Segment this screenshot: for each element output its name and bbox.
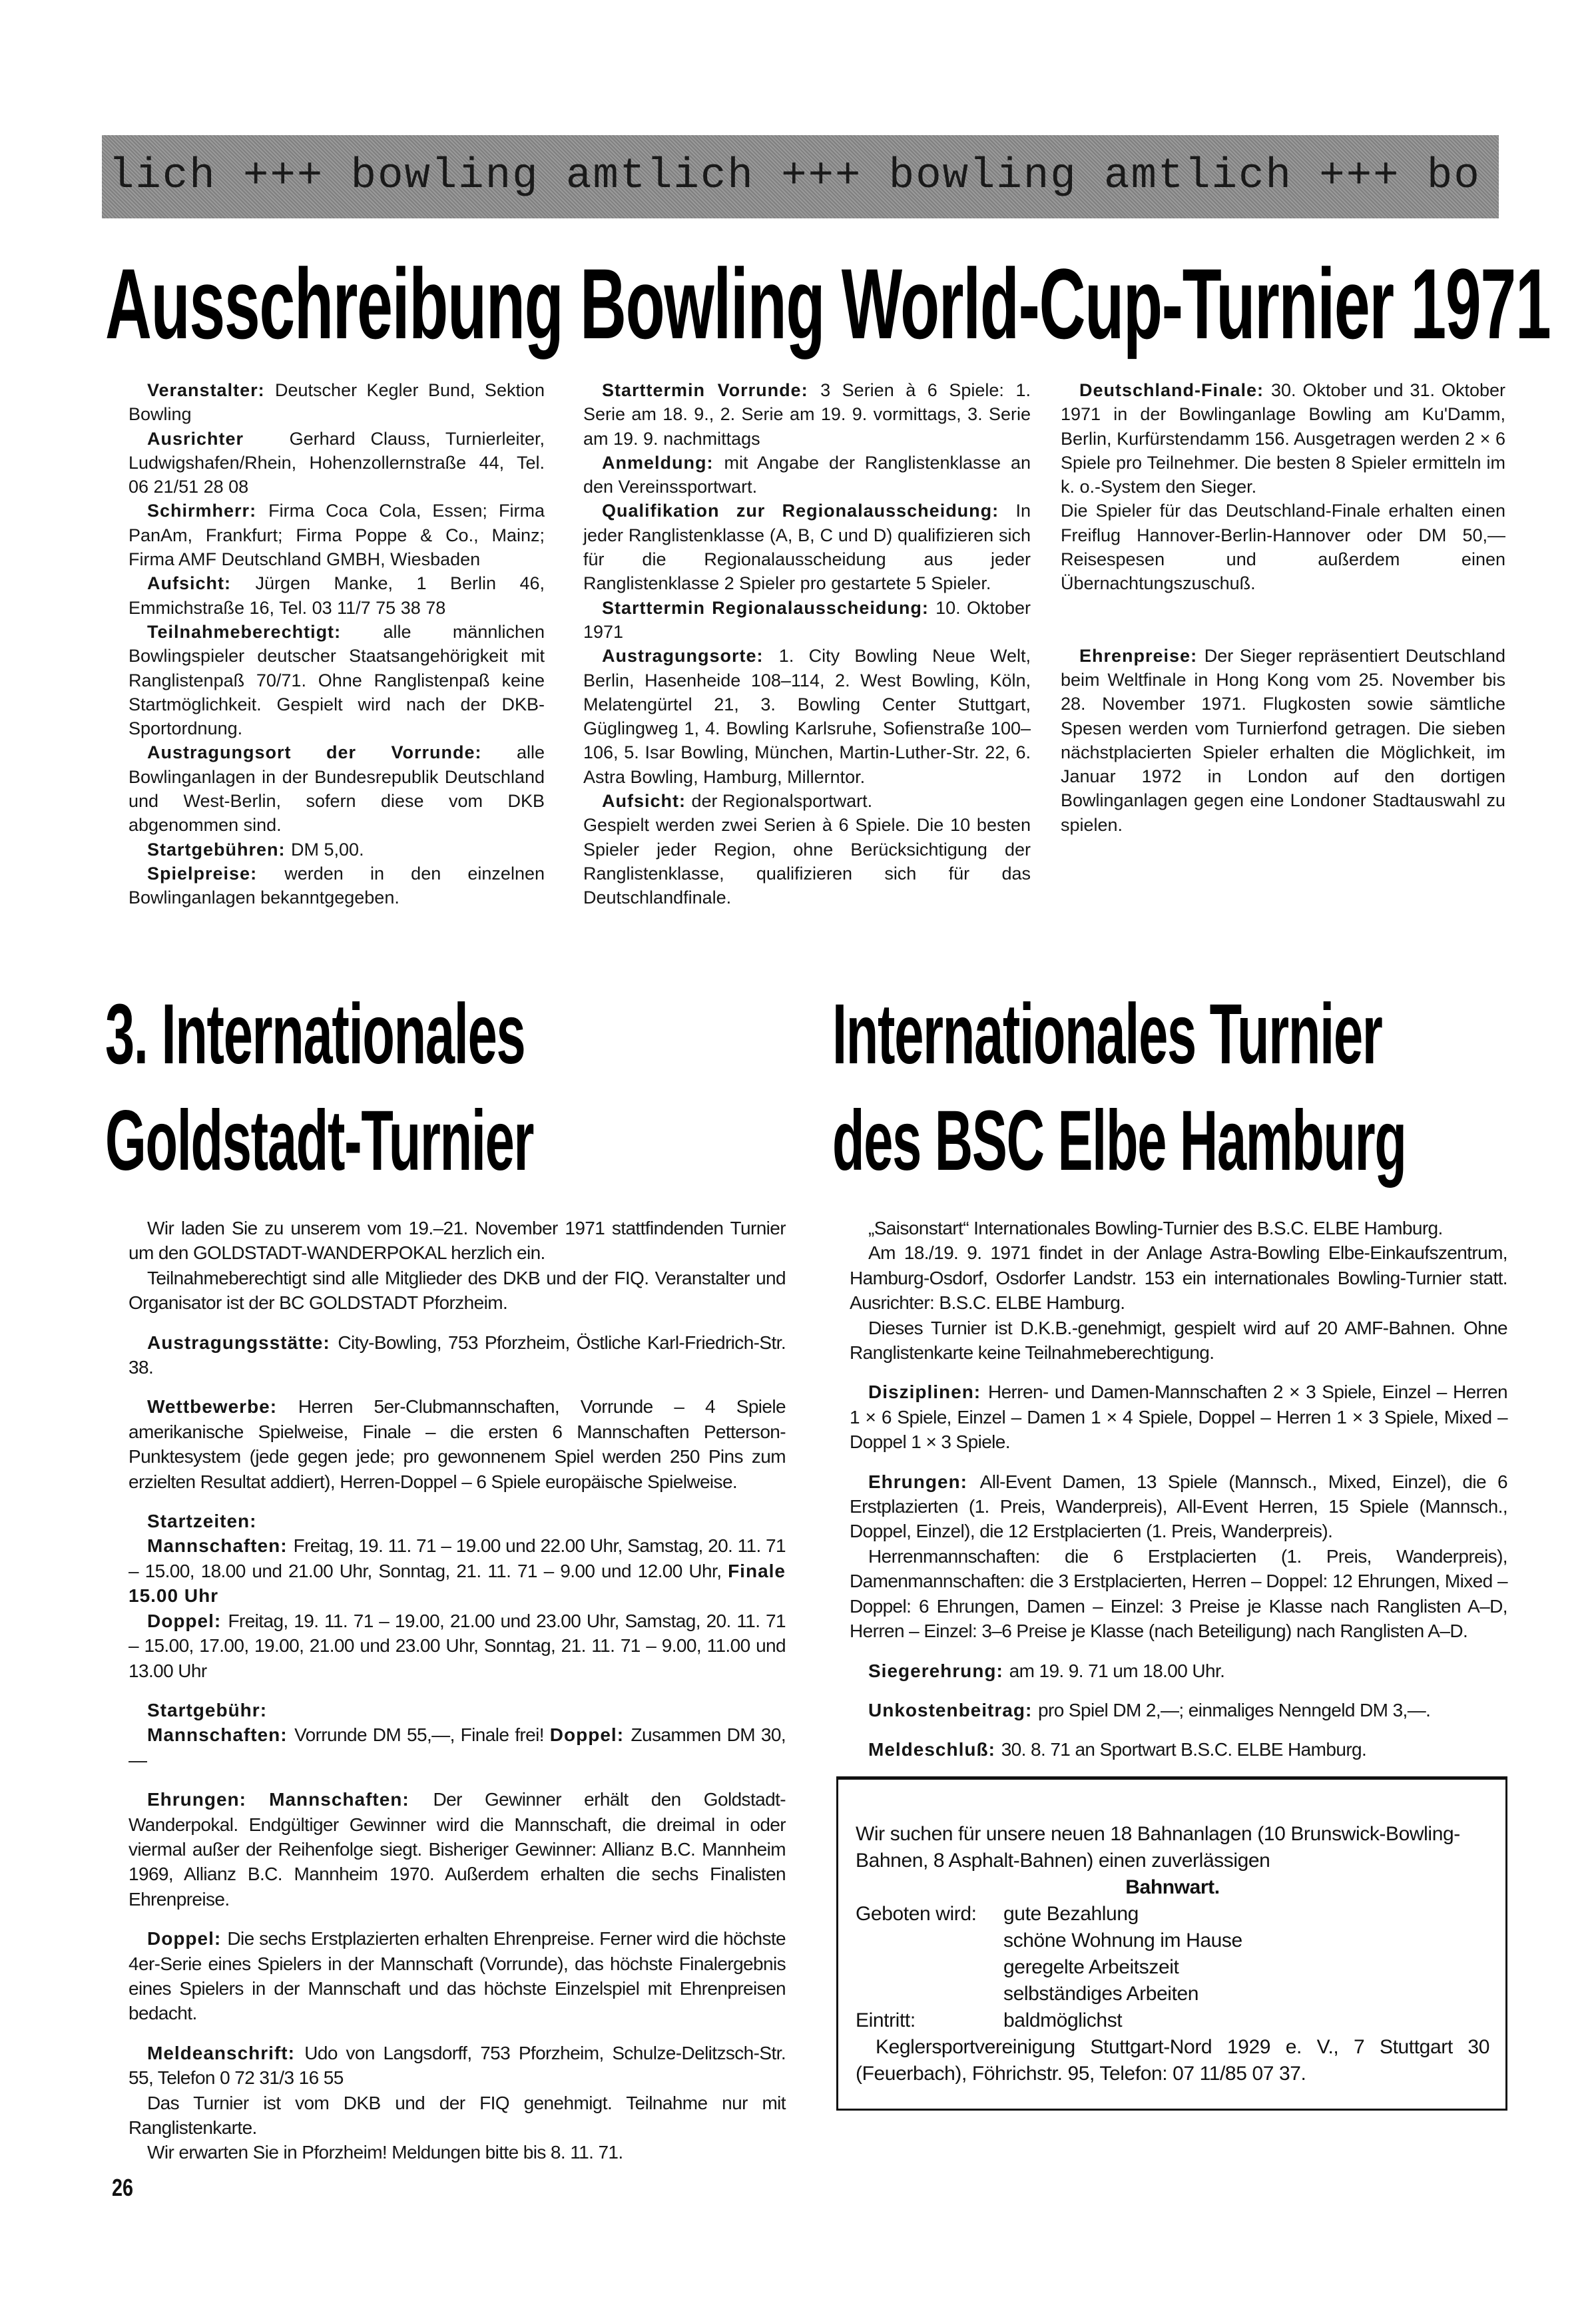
goldstadt-eligibility: Teilnahmeberechtigt sind alle Mitglieder des DKB und der FIQ. Veranstalter und Organisator ist der BC GOLDSTADT Pforzheim. xyxy=(129,1267,786,1314)
elbe-article xyxy=(850,1216,1507,1762)
item-text: alle Bowlinganlagen in der Bundesrepublik Deutschland und West-Berlin, sofern diese vom DKB abgenommen sind. xyxy=(129,742,545,836)
elbe-title-line-2: des BSC Elbe Hamburg xyxy=(832,1093,1406,1188)
item-label: Austragungsort der Vorrunde xyxy=(147,742,475,763)
worldcup-item: Austragungsorte: 1. City Bowling Neue Welt, Berlin, Hasenheide 108–114, 2. West Bowling, Köln, Melatengürtel 21, 3. Bowling Center Stuttgart, Güglingweg 1, 4. Bowling Karlsruhe, Sofienstraße 100–106, 5. Isar Bowling, München, Martin-Luther-Str. 22, 6. Astra Bowling, Hamburg, Millerntor. xyxy=(583,646,1031,787)
item-label: Aufsicht xyxy=(602,791,679,812)
worldcup-column-1 xyxy=(129,378,545,910)
item-label: Ehrenpreise xyxy=(1079,645,1191,666)
competitions-text: Herren 5er-Clubmannschaften, Vorrunde – 4 Spiele amerikanische Spielweise, Finale – die ersten 6 Mannschaften Petterson-Punktesystem (jede gegen jede; pro gewonnenem Spiel werden 250 Pins zum erzielten Resultat addiert), Herren-Doppel – 6 Spiele europäische Spielweise. xyxy=(129,1396,786,1492)
elbe-honors-2: Herrenmannschaften: die 6 Erstplacierten (1. Preis, Wanderpreis), Damenmannschaften: die 3 Erstplacierten, Herren – Doppel: 12 Ehrungen, Mixed – Doppel: 6 Ehrungen, Damen – Einzel: 3 Preise je Klasse nach Ranglisten A–D, Herren – Einzel: 3–6 Preise je Klasse (nach Beteiligung) nach Ranglisten A–D. xyxy=(850,1545,1507,1642)
bowling-amtlich-banner xyxy=(102,135,1499,218)
worldcup-item: Ehrenpreise: Der Sieger repräsentiert Deutschland beim Weltfinale in Hong Kong vom 25. November bis 28. November 1971. Flugkosten sowie sämtliche Spesen werden vom Turnierfond getragen. Die sieben nächstplacierten Spieler erhalten die Möglichkeit, im Januar 1972 in London auf den dortigen Bowlinganlagen gegen eine Londoner Stadtauswahl zu spielen. xyxy=(1061,645,1505,835)
item-label: Qualifikation zur Regionalausscheidung xyxy=(602,501,993,521)
fee-label: Startgebühr xyxy=(147,1699,260,1720)
honors-doubles-text: Die sechs Erstplazierten erhalten Ehrenpreise. Ferner wird die höchste 4er-Serie eines Spielers in der Mannschaft (Vorrunde), das höchste Finalergebnis eines Spielers in der Mannschaft und das höchste Einzelspiel mit Ehrenpreisen bedacht. xyxy=(129,1928,786,2024)
fee-doubles-text: Zusammen DM 30,— xyxy=(129,1724,786,1770)
elbe-ceremony: Siegerehrung: am 19. 9. 71 um 18.00 Uhr. xyxy=(868,1660,1225,1681)
deadline-text: 30. 8. 71 an Sportwart B.S.C. ELBE Hamburg. xyxy=(1001,1739,1367,1760)
goldstadt-competitions xyxy=(129,1394,786,1494)
goldstadt-venue: Austragungsstätte: City-Bowling, 753 Pforzheim, Östliche Karl-Friedrich-Str. 38. xyxy=(129,1332,786,1378)
item-text: Gerhard Clauss, Turnierleiter, Ludwigshafen/Rhein, Hohenzollernstraße 44, Tel. 06 21/51 28 08 xyxy=(129,428,545,497)
start-label: Eintritt: xyxy=(856,2009,916,2031)
worldcup-item: Aufsicht: Jürgen Manke, 1 Berlin 46, Emmichstraße 16, Tel. 03 11/7 75 38 78 xyxy=(129,573,545,618)
item-label: Starttermin Vorrunde xyxy=(602,380,802,400)
item-text: Gespielt werden zwei Serien à 6 Spiele. Die 10 besten Spieler jeder Region, ohne Berücksichtigung der Ranglistenklasse, qualifizieren sich für das Deutschlandfinale. xyxy=(583,815,1031,908)
goldstadt-intro: Wir laden Sie zu unserem vom 19.–21. November 1971 stattfindenden Turnier um den GOLDSTADT-WANDERPOKAL herzlich ein. xyxy=(129,1218,786,1264)
job-ad-position: Bahnwart. xyxy=(1125,1876,1220,1898)
worldcup-item: Starttermin Regionalausscheidung: 10. Oktober 1971 xyxy=(583,597,1031,642)
goldstadt-starttimes-heading: Startzeiten: xyxy=(147,1511,257,1532)
job-ad-contact: Keglersportvereinigung Stuttgart-Nord 1929 e. V., 7 Stuttgart 30 (Feuerbach), Föhrichstr. 95, Telefon: 07 11/85 07 37. xyxy=(856,2036,1489,2085)
fee-teams-text: Vorrunde DM 55,—, Finale frei! xyxy=(294,1724,544,1746)
goldstadt-closing: Wir erwarten Sie in Pforzheim! Meldungen bitte bis 8. 11. 71. xyxy=(147,2142,623,2163)
item-text: In jeder Ranglistenklasse (A, B, C und D) qualifizieren sich für die Regionalausscheidung aus jeder Ranglistenklasse 2 Spieler pro gestartete 5 Spieler. xyxy=(583,501,1031,594)
teams-label: Mannschaften xyxy=(147,1535,281,1557)
goldstadt-fee: Mannschaften: Vorrunde DM 55,—, Finale frei! Doppel: Zusammen DM 30,— xyxy=(129,1724,786,1770)
cost-text: pro Spiel DM 2,—; einmaliges Nenngeld DM 3,—. xyxy=(1038,1699,1431,1720)
job-ad-box xyxy=(836,1776,1507,2111)
elbe-title-line-1: Internationales Turnier xyxy=(832,987,1382,1082)
banner-text: lich +++ bowling amtlich +++ bowling amtlich +++ bo xyxy=(109,152,1481,200)
elbe-deadline: Meldeschluß: 30. 8. 71 an Sportwart B.S.C. ELBE Hamburg. xyxy=(868,1739,1367,1760)
honors-doubles-label: Doppel xyxy=(147,1928,214,1949)
item-label: Aufsicht xyxy=(147,573,224,594)
item-label: Schirmherr xyxy=(147,501,250,521)
offered-item: selbständiges Arbeiten xyxy=(1003,1983,1199,2005)
offered-item: gute Bezahlung xyxy=(1003,1903,1139,1925)
teams-times-text: Freitag, 19. 11. 71 – 19.00 und 22.00 Uhr, Samstag, 20. 11. 71 – 15.00, 18.00 und 21.00 Uhr, Sonntag, 21. 11. 71 – 9.00 und 12.00 Uhr, xyxy=(129,1535,786,1581)
job-ad-offered-row xyxy=(856,1901,1489,1928)
doubles-times-text: Freitag, 19. 11. 71 – 19.00, 21.00 und 23.00 Uhr, Samstag, 20. 11. 71 – 15.00, 17.00, 19.00, 21.00 und 23.00 Uhr, Sonntag, 21. 11. 71 – 9.00, 11.00 und 13.00 Uhr xyxy=(129,1610,786,1681)
competitions-label: Wettbewerbe: xyxy=(147,1396,278,1417)
goldstadt-title-line-1: 3. Internationales xyxy=(105,987,525,1082)
job-ad-intro: Wir suchen für unsere neuen 18 Bahnanlagen (10 Brunswick-Bowling-Bahnen, 8 Asphalt-Bahnen) einen zuverlässigen xyxy=(856,1823,1460,1872)
item-text: Deutscher Kegler Bund, Sektion Bowling xyxy=(129,380,545,425)
item-label: Anmeldung xyxy=(602,452,707,473)
job-ad-start-row xyxy=(856,2007,1489,2034)
address-label: Meldeanschrift xyxy=(147,2042,288,2063)
item-text: Jürgen Manke, 1 Berlin 46, Emmichstraße 16, Tel. 03 11/7 75 38 78 xyxy=(129,573,545,618)
item-text: Die Spieler für das Deutschland-Finale erhalten einen Freiflug Hannover-Berlin-Hannover oder DM 50,— Reisespesen und außerdem einen Übernachtungszuschuß. xyxy=(1061,501,1505,594)
goldstadt-address: Meldeanschrift: Udo von Langsdorff, 753 Pforzheim, Schulze-Delitzsch-Str. 55, Telefon 0 72 31/3 16 55 xyxy=(129,2042,786,2089)
elbe-disciplines: Disziplinen: Herren- und Damen-Mannschaften 2 × 3 Spiele, Einzel – Herren 1 × 6 Spiele, Einzel – Damen 1 × 4 Spiele, Doppel – Herren 1 × 3 Spiele, Mixed – Doppel 1 × 3 Spiele. xyxy=(850,1382,1507,1453)
disciplines-text: Herren- und Damen-Mannschaften 2 × 3 Spiele, Einzel – Herren 1 × 6 Spiele, Einzel – Damen 1 × 4 Spiele, Doppel – Herren 1 × 3 Spiele, Mixed – Doppel 1 × 3 Spiele. xyxy=(850,1382,1507,1453)
worldcup-item: Spielpreise: werden in den einzelnen Bowlinganlagen bekanntgegeben. xyxy=(129,863,545,908)
item-text: Der Sieger repräsentiert Deutschland beim Weltfinale in Hong Kong vom 25. November bis 28. November 1971. Flugkosten sowie sämtliche Spesen werden vom Turnierfond getragen. Die sieben nächstplacierten Spieler erhalten die Möglichkeit, im Januar 1972 in London auf den dortigen Bowlinganlagen gegen eine Londoner Stadtauswahl zu spielen. xyxy=(1061,645,1505,835)
elbe-cost: Unkostenbeitrag: pro Spiel DM 2,—; einmaliges Nenngeld DM 3,—. xyxy=(868,1699,1431,1720)
item-text: der Regionalsportwart. xyxy=(691,791,873,812)
worldcup-item xyxy=(583,813,1031,909)
item-text: alle männlichen Bowlingspieler deutscher Staatsangehörigkeit mit Ranglistenpaß 70/71. Ohne Ranglistenpaß keine Startmöglichkeit. Gespielt wird nach der DKB-Sportordnung. xyxy=(129,621,545,739)
item-text: 3 Serien à 6 Spiele: 1. Serie am 18. 9., 2. Serie am 19. 9. vormittags, 3. Serie am 19. 9. nachmittags xyxy=(583,380,1031,449)
item-text: 10. Oktober 1971 xyxy=(583,597,1031,642)
item-text: DM 5,00. xyxy=(291,839,364,860)
ceremony-text: am 19. 9. 71 um 18.00 Uhr. xyxy=(1009,1660,1225,1681)
item-text: 30. Oktober und 31. Oktober 1971 in der Bowlinganlage Bowling am Ku'Damm, Berlin, Kurfürstendamm 156. Ausgetragen werden 2 × 6 Spiele pro Teilnehmer. Die besten 8 Spieler ermitteln im k. o.-System den Sieger. xyxy=(1061,380,1505,497)
worldcup-item xyxy=(129,427,545,499)
goldstadt-approval: Das Turnier ist vom DKB und der FIQ genehmigt. Teilnahme nur mit Ranglistenkarte. xyxy=(129,2092,786,2138)
cost-label: Unkostenbeitrag xyxy=(868,1699,1025,1720)
worldcup-item: Veranstalter: Deutscher Kegler Bund, Sektion Bowling xyxy=(129,380,545,425)
elbe-honors: Ehrungen: All-Event Damen, 13 Spiele (Mannsch., Mixed, Einzel), die 6 Erstplazierten (1. Preis, Wanderpreis), All-Event Herren, 15 Spiele (Mannsch., Doppel, Einzel), die 12 Erstplacierten (1. Preis, Wanderpreis). xyxy=(850,1471,1507,1542)
honors-teams-text: Der Gewinner erhält den Goldstadt-Wanderpokal. Endgültiger Gewinner wird die Mannschaft, die dreimal in oder viermal außer der Reihenfolge siegt. Bisheriger Gewinner: Allianz B.C. Mannheim 1969, Allianz B.C. Mannheim 1970. Außerdem erhalten die sechs Finalisten Ehrenpreise. xyxy=(129,1789,786,1910)
worldcup-item: Schirmherr: Firma Coca Cola, Essen; Firma PanAm, Frankfurt; Firma Poppe & Co., Mainz; Firma AMF Deutschland GMBH, Wiesbaden xyxy=(129,501,545,570)
offered-item: geregelte Arbeitszeit xyxy=(1003,1956,1179,1978)
goldstadt-title-line-2: Goldstadt-Turnier xyxy=(105,1093,534,1188)
worldcup-column-2 xyxy=(583,378,1031,910)
worldcup-column-3 xyxy=(1061,378,1505,837)
goldstadt-fee-heading: Startgebühr: xyxy=(147,1699,268,1720)
honors-teams-label: Mannschaften xyxy=(269,1789,403,1810)
item-label: Spielpreise xyxy=(147,863,251,884)
elbe-intro-1: „Saisonstart“ Internationales Bowling-Turnier des B.S.C. ELBE Hamburg. xyxy=(868,1218,1443,1238)
item-text: Firma Coca Cola, Essen; Firma PanAm, Frankfurt; Firma Poppe & Co., Mainz; Firma AMF Deutschland GMBH, Wiesbaden xyxy=(129,501,545,570)
item-text: mit Angabe der Ranglistenklasse an den Vereinssportwart. xyxy=(583,452,1031,497)
offered-item: schöne Wohnung im Hause xyxy=(1003,1929,1242,1951)
page-number: 26 xyxy=(112,2174,134,2201)
worldcup-item: Aufsicht: der Regionalsportwart. xyxy=(602,791,873,812)
item-label: Austragungsorte xyxy=(602,646,757,666)
worldcup-item: Deutschland-Finale: 30. Oktober und 31. Oktober 1971 in der Bowlinganlage Bowling am Ku'Damm, Berlin, Kurfürstendamm 156. Ausgetragen werden 2 × 6 Spiele pro Teilnehmer. Die besten 8 Spieler ermitteln im k. o.-System den Sieger. xyxy=(1061,380,1505,497)
item-label: Starttermin Regionalausscheidung xyxy=(602,597,922,618)
honors-text: All-Event Damen, 13 Spiele (Mannsch., Mixed, Einzel), die 6 Erstplazierten (1. Preis, Wanderpreis), All-Event Herren, 15 Spiele (Mannsch., Doppel, Einzel), die 12 Erstplacierten (1. Preis, Wanderpreis). xyxy=(850,1471,1507,1542)
honors-label: Ehrungen: xyxy=(147,1789,246,1810)
item-label: Startgebühren xyxy=(147,839,279,860)
fee-doubles-label: Doppel xyxy=(549,1724,617,1746)
doubles-label: Doppel xyxy=(147,1610,214,1631)
venue-label: Austragungsstätte xyxy=(147,1332,324,1353)
ceremony-label: Siegerehrung xyxy=(868,1660,997,1681)
goldstadt-article xyxy=(129,1216,786,2165)
disciplines-label: Disziplinen xyxy=(868,1382,974,1403)
deadline-label: Meldeschluß xyxy=(868,1739,989,1760)
item-label: Deutschland-Finale xyxy=(1079,380,1258,400)
item-text: 1. City Bowling Neue Welt, Berlin, Hasenheide 108–114, 2. West Bowling, Köln, Melatengürtel 21, 3. Bowling Center Stuttgart, Güglingweg 1, 4. Bowling Karlsruhe, Sofienstraße 100–106, 5. Isar Bowling, München, Martin-Luther-Str. 22, 6. Astra Bowling, Hamburg, Millerntor. xyxy=(583,646,1031,787)
offered-label: Geboten wird: xyxy=(856,1903,977,1925)
start-value: baldmöglichst xyxy=(1003,2009,1123,2031)
honors-label: Ehrungen xyxy=(868,1471,961,1492)
worldcup-item: Qualifikation zur Regionalausscheidung: In jeder Ranglistenklasse (A, B, C und D) qualifizieren sich für die Regionalausscheidung aus jeder Ranglistenklasse 2 Spieler pro gestartete 5 Spieler. xyxy=(583,501,1031,594)
starttimes-label: Startzeiten xyxy=(147,1511,250,1532)
venue-text: City-Bowling, 753 Pforzheim, Östliche Karl-Friedrich-Str. 38. xyxy=(129,1332,786,1378)
worldcup-item: Austragungsort der Vorrunde: alle Bowlinganlagen in der Bundesrepublik Deutschland und West-Berlin, sofern diese vom DKB abgenommen sind. xyxy=(129,742,545,836)
item-label: Ausrichter xyxy=(147,428,244,449)
worldcup-item: Teilnahmeberechtigt: alle männlichen Bowlingspieler deutscher Staatsangehörigkeit mit Ranglistenpaß 70/71. Ohne Ranglistenpaß keine Startmöglichkeit. Gespielt wird nach der DKB-Sportordnung. xyxy=(129,621,545,739)
item-label: Veranstalter xyxy=(147,380,258,400)
fee-teams-label: Mannschaften xyxy=(147,1724,281,1746)
worldcup-title: Ausschreibung Bowling World-Cup-Turnier 1971 xyxy=(105,248,1551,360)
worldcup-item xyxy=(1061,499,1505,595)
teams-final: Finale 15.00 Uhr xyxy=(129,1560,786,1607)
item-text: werden in den einzelnen Bowlinganlagen bekanntgegeben. xyxy=(129,863,545,908)
goldstadt-honors-teams: Ehrungen: Mannschaften: Der Gewinner erhält den Goldstadt-Wanderpokal. Endgültiger Gewinner wird die Mannschaft, die dreimal in oder viermal außer der Reihenfolge siegt. Bisheriger Gewinner: Allianz B.C. Mannheim 1969, Allianz B.C. Mannheim 1970. Außerdem erhalten die sechs Finalisten Ehrenpreise. xyxy=(129,1789,786,1910)
worldcup-item: Starttermin Vorrunde: 3 Serien à 6 Spiele: 1. Serie am 18. 9., 2. Serie am 19. 9. vormittags, 3. Serie am 19. 9. nachmittags xyxy=(583,380,1031,449)
goldstadt-doubles-times: Doppel: Freitag, 19. 11. 71 – 19.00, 21.00 und 23.00 Uhr, Samstag, 20. 11. 71 – 15.00, 17.00, 19.00, 21.00 und 23.00 Uhr, Sonntag, 21. 11. 71 – 9.00, 11.00 und 13.00 Uhr xyxy=(129,1610,786,1681)
elbe-intro-3: Dieses Turnier ist D.K.B.-genehmigt, gespielt wird auf 20 AMF-Bahnen. Ohne Ranglistenkarte keine Teilnahmeberechtigung. xyxy=(850,1317,1507,1364)
elbe-intro-2: Am 18./19. 9. 1971 findet in der Anlage Astra-Bowling Elbe-Einkaufszentrum, Hamburg-Osdorf, Osdorfer Landstr. 153 ein internationales Bowling-Turnier statt. Ausrichter: B.S.C. ELBE Hamburg. xyxy=(850,1242,1507,1314)
goldstadt-honors-doubles: Doppel: Die sechs Erstplazierten erhalten Ehrenpreise. Ferner wird die höchste 4er-Serie eines Spielers in der Mannschaft (Vorrunde), das höchste Finalergebnis eines Spielers in der Mannschaft und das höchste Einzelspiel mit Ehrenpreisen bedacht. xyxy=(129,1928,786,2024)
worldcup-item: Anmeldung: mit Angabe der Ranglistenklasse an den Vereinssportwart. xyxy=(583,452,1031,497)
item-label: Teilnahmeberechtigt xyxy=(147,621,335,642)
worldcup-item: Startgebühren: DM 5,00. xyxy=(147,839,364,860)
address-text: Udo von Langsdorff, 753 Pforzheim, Schulze-Delitzsch-Str. 55, Telefon 0 72 31/3 16 55 xyxy=(129,2042,786,2089)
goldstadt-teams-times: Mannschaften: Freitag, 19. 11. 71 – 19.00 und 22.00 Uhr, Samstag, 20. 11. 71 – 15.00, 18.00 und 21.00 Uhr, Sonntag, 21. 11. 71 – 9.00 und 12.00 Uhr, Finale 15.00 Uhr xyxy=(129,1535,786,1607)
